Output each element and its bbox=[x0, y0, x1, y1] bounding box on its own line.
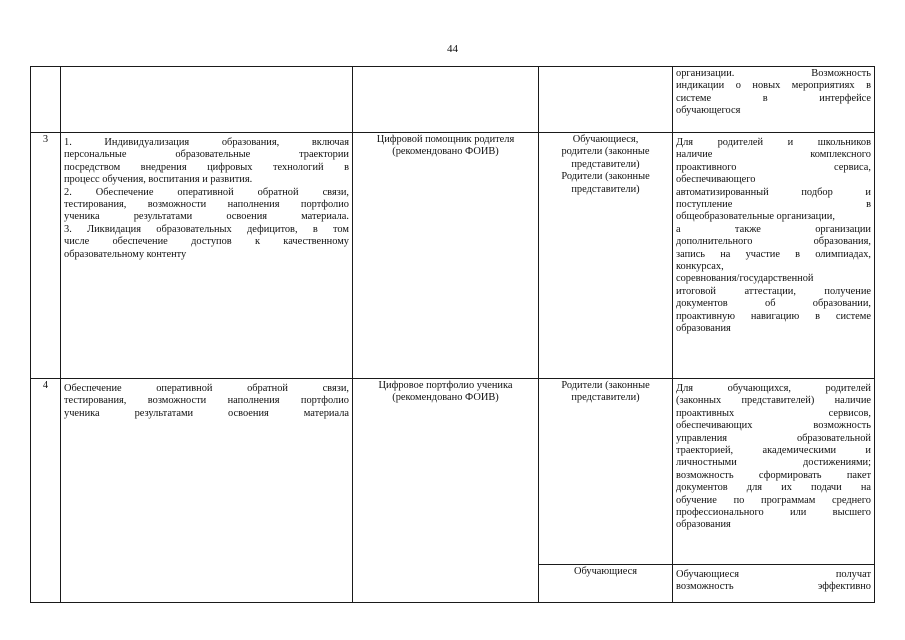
effect-line: Для обучающихся, родителей bbox=[676, 383, 871, 394]
audience-line: Родители (законные bbox=[561, 171, 650, 183]
table-row-continuation bbox=[31, 67, 875, 133]
effect-cell bbox=[673, 133, 875, 379]
effect-line: автоматизированный подбор и bbox=[676, 186, 871, 198]
effect-line: поступление в bbox=[676, 199, 871, 211]
effect-line: организации. Возможность bbox=[676, 68, 871, 79]
goal-line: тестирования, возможности наполнения портфолио bbox=[64, 395, 349, 407]
effect-line: управления образовательной bbox=[676, 432, 871, 444]
audience-line: представители) bbox=[571, 183, 640, 195]
service-cell bbox=[353, 379, 539, 603]
goal-cell bbox=[61, 67, 353, 133]
goal-cell bbox=[61, 379, 353, 603]
effect-line: обеспечивающего bbox=[676, 174, 756, 186]
effect-line: запись на участие в олимпиадах, bbox=[676, 248, 871, 260]
goal-line: Обеспечение оперативной обратной связи, bbox=[64, 383, 349, 394]
effect-line: образования bbox=[676, 323, 731, 335]
goal-line: образовательному контенту bbox=[64, 248, 187, 260]
effect-line: возможность сформировать пакет bbox=[676, 469, 871, 481]
goal-line: посредством внедрения цифровых технологий в bbox=[64, 161, 349, 173]
effect-cell bbox=[673, 379, 875, 565]
effect-line: траекторией, академическими и bbox=[676, 445, 871, 457]
effect-line: проактивных сервисов, bbox=[676, 407, 871, 419]
effect-line: системе в интерфейсе bbox=[676, 92, 871, 104]
goal-line: персональные образовательные траектории bbox=[64, 149, 349, 161]
effect-line: проактивную навигацию в системе bbox=[676, 310, 871, 322]
effect-line: итоговой аттестации, получение bbox=[676, 285, 871, 297]
service-line: (рекомендовано ФОИВ) bbox=[392, 146, 499, 158]
effect-line: документов для их подачи на bbox=[676, 482, 871, 494]
effect-line: профессионального или высшего bbox=[676, 507, 871, 519]
measures-table bbox=[30, 66, 875, 603]
table-row-3 bbox=[31, 133, 875, 379]
effect-cell bbox=[673, 565, 875, 603]
goal-line: ученика результатами освоения материала bbox=[64, 407, 349, 419]
effect-line: обучающегося bbox=[676, 105, 741, 117]
table-row-4 bbox=[31, 379, 875, 565]
goal-line: тестирования, возможности наполнения портфолио bbox=[64, 199, 349, 211]
audience-cell bbox=[539, 565, 673, 603]
audience-line: родители (законные bbox=[561, 146, 650, 158]
goal-line: числе обеспечение доступов к качественному bbox=[64, 236, 349, 248]
effect-line: личностными достижениями; bbox=[676, 457, 871, 469]
effect-line: (законных представителей) наличие bbox=[676, 395, 871, 407]
service-line: Цифровое портфолио ученика bbox=[378, 380, 513, 391]
service-cell bbox=[353, 133, 539, 379]
service-line: (рекомендовано ФОИВ) bbox=[392, 392, 499, 404]
effect-line: Для родителей и школьников bbox=[676, 137, 871, 148]
effect-line: индикации о новых мероприятиях в bbox=[676, 80, 871, 92]
audience-line: представители) bbox=[571, 392, 640, 404]
goal-line: 3. Ликвидация образовательных дефицитов, в том bbox=[64, 223, 349, 235]
effect-line: конкурсах, bbox=[676, 261, 724, 273]
row-number-cell: 3 bbox=[31, 133, 61, 379]
audience-line: Обучающиеся, bbox=[572, 134, 639, 145]
effect-line: наличие комплексного bbox=[676, 149, 871, 161]
audience-cell bbox=[539, 379, 673, 565]
effect-line: обучение по программам среднего bbox=[676, 494, 871, 506]
effect-line: соревнования/государственной bbox=[676, 273, 814, 285]
effect-line: общеобразовательные организации, bbox=[676, 211, 835, 223]
goal-line: процесс обучения, воспитания и развития. bbox=[64, 174, 253, 186]
service-line: Цифровой помощник родителя bbox=[376, 134, 515, 145]
effect-cell bbox=[673, 67, 875, 133]
row-number-cell bbox=[31, 67, 61, 133]
goal-line: 1. Индивидуализация образования, включая bbox=[64, 137, 349, 148]
service-cell bbox=[353, 67, 539, 133]
effect-line: возможность эффективно bbox=[676, 581, 871, 593]
goal-line: ученика результатами освоения материала. bbox=[64, 211, 349, 223]
audience-cell bbox=[539, 67, 673, 133]
effect-line: дополнительного образования, bbox=[676, 236, 871, 248]
goal-cell bbox=[61, 133, 353, 379]
page-number: 44 bbox=[447, 43, 458, 55]
goal-line: 2. Обеспечение оперативной обратной связи, bbox=[64, 186, 349, 198]
audience-line: представители) bbox=[571, 158, 640, 170]
effect-line: а также организации bbox=[676, 223, 871, 235]
audience-line: Родители (законные bbox=[561, 380, 650, 391]
effect-line: Обучающиеся получат bbox=[676, 569, 871, 580]
effect-line: образования bbox=[676, 519, 731, 531]
audience-line: Обучающиеся bbox=[573, 566, 637, 577]
audience-cell bbox=[539, 133, 673, 379]
effect-line: проактивного сервиса, bbox=[676, 161, 871, 173]
effect-line: документов об образовании, bbox=[676, 298, 871, 310]
row-number-cell: 4 bbox=[31, 379, 61, 603]
effect-line: обеспечивающих возможность bbox=[676, 420, 871, 432]
